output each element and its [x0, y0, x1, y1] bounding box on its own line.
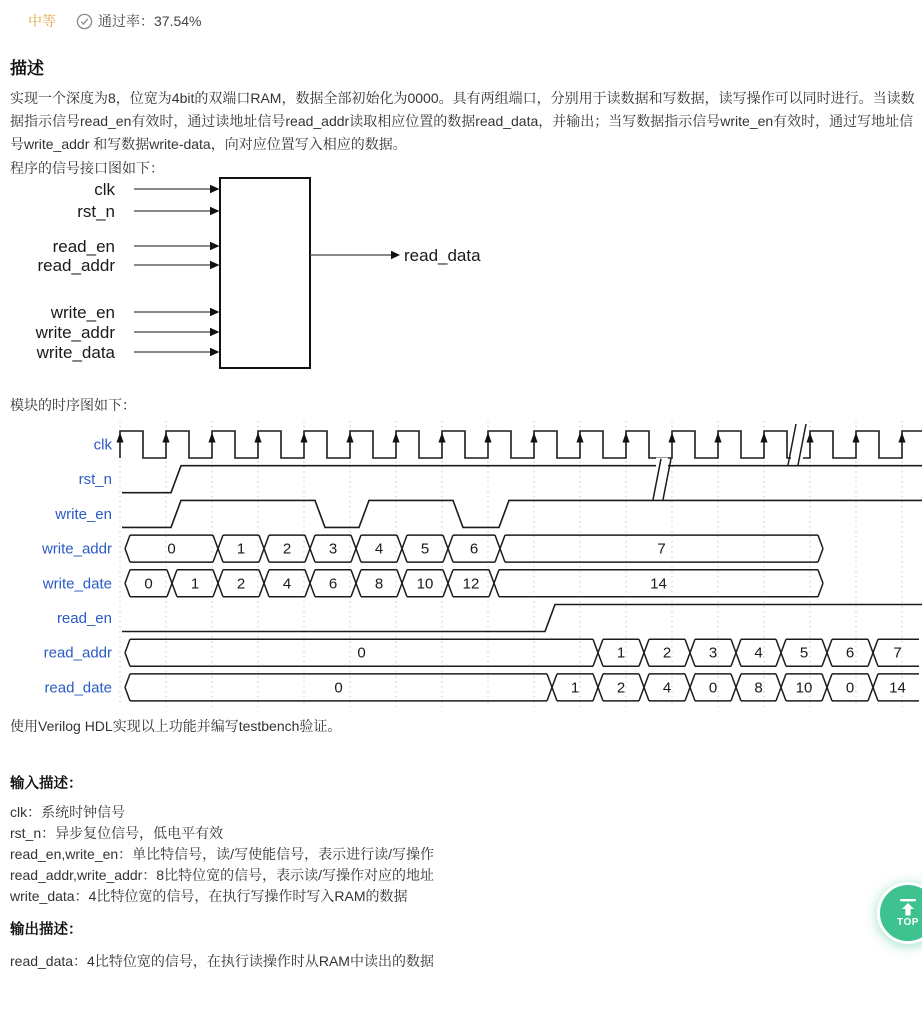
- svg-text:6: 6: [328, 575, 338, 593]
- svg-text:1: 1: [616, 644, 626, 662]
- svg-text:2: 2: [616, 679, 626, 697]
- description-body: 实现一个深度为8，位宽为4bit的双端口RAM，数据全部初始化为0000。具有两组端口，分别用于读数据和写数据，读写操作可以同时进行。当读数据指示信号read_en有效时，通过读地址信号read_addr读取相应位置的数据read_data，并输出；当写数据指示信号write_en有效时，通过写地址信号write_addr 和写数据write-data，向对应位置写入相应的数据。: [10, 90, 915, 152]
- svg-text:5: 5: [799, 644, 809, 662]
- svg-text:5: 5: [420, 540, 430, 558]
- svg-text:2: 2: [236, 575, 246, 593]
- svg-text:read_date: read_date: [44, 679, 112, 697]
- input-desc-line: read_addr,write_addr：8比特位宽的信号，表示读/写操作对应的地址: [10, 867, 434, 883]
- svg-text:0: 0: [708, 679, 718, 697]
- svg-text:0: 0: [845, 679, 855, 697]
- svg-text:1: 1: [190, 575, 200, 593]
- svg-text:3: 3: [708, 644, 718, 662]
- svg-text:write_en: write_en: [55, 505, 112, 523]
- svg-text:write_addr: write_addr: [41, 540, 112, 558]
- svg-text:6: 6: [845, 644, 855, 662]
- svg-text:1: 1: [236, 540, 246, 558]
- interface-caption: 程序的信号接口图如下：: [10, 160, 164, 176]
- svg-text:read_addr: read_addr: [43, 644, 112, 662]
- svg-text:10: 10: [795, 679, 813, 697]
- output-desc-title: 输出描述：: [10, 922, 83, 938]
- svg-text:3: 3: [328, 540, 338, 558]
- svg-text:14: 14: [650, 575, 667, 593]
- svg-text:rst_n: rst_n: [78, 471, 112, 489]
- section-title-description: 描述: [10, 59, 44, 78]
- svg-text:read_data: read_data: [404, 246, 481, 265]
- block-diagram-svg: [0, 172, 922, 377]
- svg-text:14: 14: [889, 679, 906, 697]
- svg-text:0: 0: [334, 679, 343, 697]
- pass-rate-label: 通过率：: [98, 13, 154, 29]
- output-desc-line: read_data：4比特位宽的信号，在执行读操作时从RAM中读出的数据: [10, 953, 434, 969]
- svg-text:10: 10: [416, 575, 434, 593]
- arrow-up-icon: [897, 899, 919, 916]
- pass-rate-icon: [76, 13, 93, 30]
- svg-text:2: 2: [282, 540, 292, 558]
- verilog-note: 使用Verilog HDL实现以上功能并编写testbench验证。: [10, 718, 342, 734]
- svg-text:4: 4: [282, 575, 292, 593]
- pass-rate: [76, 11, 201, 31]
- svg-text:write_addr: write_addr: [35, 323, 115, 342]
- input-desc-line: rst_n：异步复位信号，低电平有效: [10, 825, 224, 841]
- svg-text:read_en: read_en: [52, 237, 115, 256]
- back-to-top-button[interactable]: [877, 882, 922, 944]
- svg-text:2: 2: [662, 644, 672, 662]
- svg-text:8: 8: [754, 679, 763, 697]
- svg-text:write_en: write_en: [50, 303, 115, 322]
- svg-text:8: 8: [374, 575, 384, 593]
- svg-text:4: 4: [662, 679, 672, 697]
- timing-diagram: [0, 421, 922, 716]
- problem-meta: [28, 11, 201, 31]
- input-desc-title: 输入描述：: [10, 776, 83, 792]
- svg-text:6: 6: [469, 540, 479, 558]
- svg-text:0: 0: [144, 575, 153, 593]
- svg-text:read_addr: read_addr: [37, 256, 115, 275]
- svg-text:write_data: write_data: [36, 343, 115, 362]
- input-desc-lines: [10, 802, 434, 907]
- timing-diagram-svg: [0, 421, 922, 711]
- back-to-top-label: TOP: [897, 916, 919, 928]
- svg-text:7: 7: [893, 644, 902, 662]
- input-desc-line: write_data：4比特位宽的信号，在执行写操作时写入RAM的数据: [10, 888, 408, 904]
- input-desc-line: read_en,write_en：单比特信号，读/写使能信号，表示进行读/写操作: [10, 846, 434, 862]
- svg-text:clk: clk: [94, 180, 115, 199]
- svg-text:clk: clk: [93, 436, 112, 454]
- pass-rate-value: 37.54%: [154, 13, 202, 29]
- svg-text:12: 12: [462, 575, 480, 593]
- svg-text:read_en: read_en: [56, 610, 112, 627]
- timing-caption: 模块的时序图如下：: [10, 397, 136, 413]
- svg-text:rst_n: rst_n: [77, 202, 115, 221]
- svg-text:0: 0: [357, 644, 366, 662]
- svg-text:4: 4: [754, 644, 763, 662]
- difficulty-badge: 中等: [28, 13, 56, 29]
- svg-text:7: 7: [657, 540, 666, 558]
- svg-text:4: 4: [374, 540, 384, 558]
- svg-text:write_date: write_date: [42, 575, 112, 593]
- block-diagram: [0, 172, 922, 382]
- svg-text:0: 0: [167, 540, 176, 558]
- svg-text:1: 1: [570, 679, 580, 697]
- input-desc-line: clk：系统时钟信号: [10, 804, 126, 820]
